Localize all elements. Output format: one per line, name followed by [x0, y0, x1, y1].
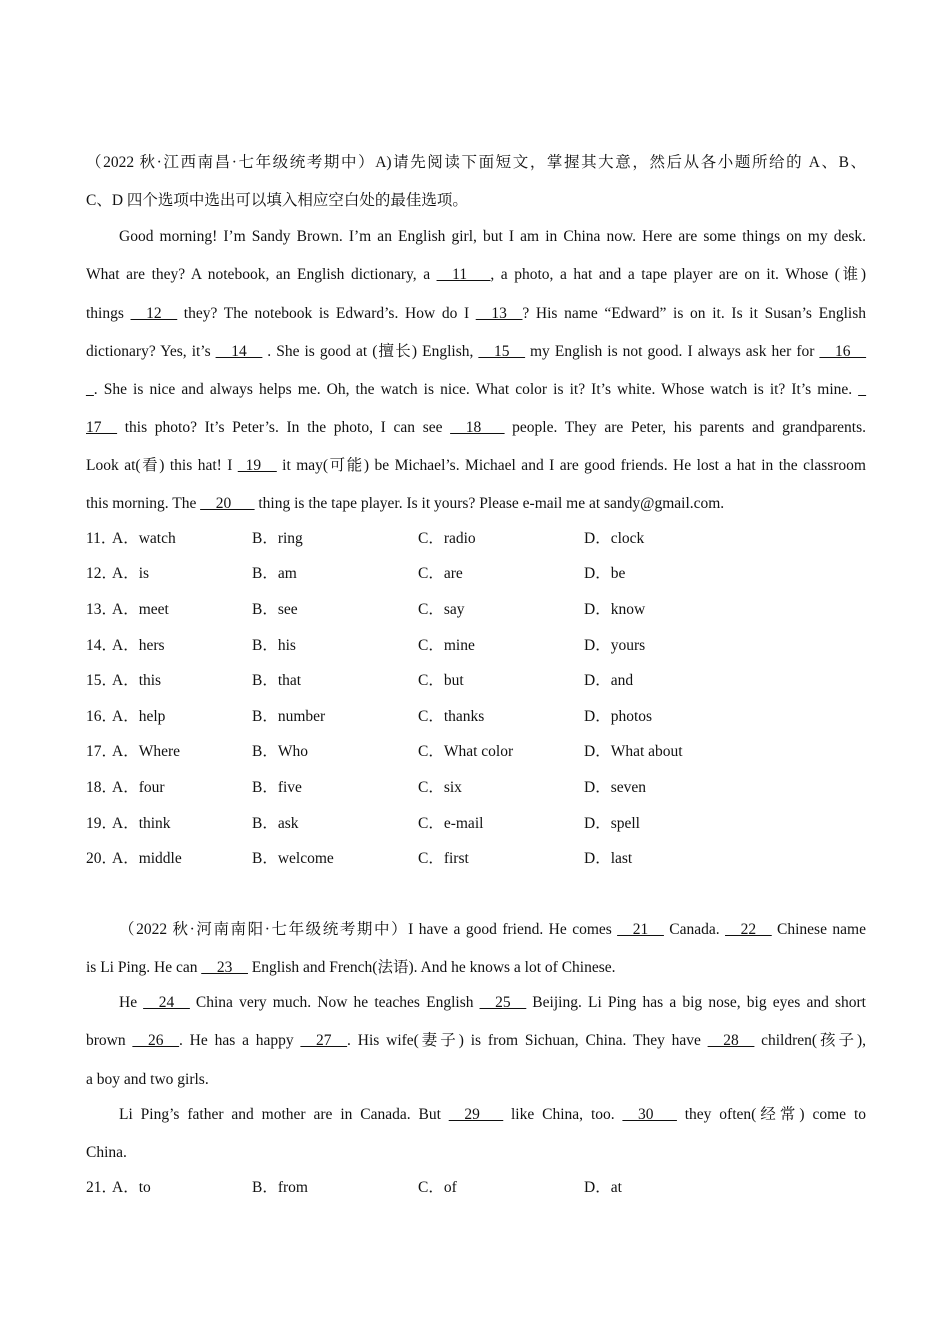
question-row — [86, 529, 866, 549]
passage2-line: China. — [86, 1144, 127, 1161]
option-d[interactable]: D．photos — [584, 708, 653, 725]
blank-27: __27__ — [300, 1032, 348, 1049]
option-a[interactable]: A．hers — [112, 637, 165, 654]
question-row — [86, 671, 866, 691]
passage1-line: dictionary? Yes, it’s __14__ . She is good at (擅长) English, __15__ my English is not good. I always ask her for __16__ — [86, 343, 866, 360]
option-c[interactable]: C．thanks — [418, 708, 485, 725]
blank-22: __22__ — [725, 921, 772, 938]
option-c[interactable]: C．of — [418, 1179, 457, 1196]
blank-17: 17__ — [86, 419, 117, 436]
blank-13: __13__ — [475, 305, 523, 322]
option-a[interactable]: A．meet — [112, 601, 169, 618]
option-b[interactable]: B．am — [252, 565, 297, 582]
question-number: 20． — [86, 850, 118, 867]
question-number: 16． — [86, 708, 118, 725]
option-b[interactable]: B．from — [252, 1179, 308, 1196]
option-a[interactable]: A．help — [112, 708, 166, 725]
blank-16-tail: _ — [86, 381, 94, 398]
section1-intro-line: C、D 四个选项中选出可以填入相应空白处的最佳选项。 — [86, 192, 468, 209]
option-c[interactable]: C．but — [418, 672, 464, 689]
passage2-line: is Li Ping. He can __23__ English and French(法语). And he knows a lot of Chinese. — [86, 959, 616, 976]
option-c[interactable]: C．say — [418, 601, 465, 618]
question-row — [86, 600, 866, 620]
option-d[interactable]: D．last — [584, 850, 633, 867]
option-b[interactable]: B．Who — [252, 743, 308, 760]
question-number: 19． — [86, 815, 118, 832]
question-row — [86, 814, 866, 834]
passage1-line: things __12__ they? The notebook is Edward’s. How do I __13__? His name “Edward” is on it. Is it Susan’s English — [86, 305, 866, 322]
question-number: 13． — [86, 601, 118, 618]
option-b[interactable]: B．five — [252, 779, 302, 796]
option-d[interactable]: D．and — [584, 672, 634, 689]
blank-26: __26__ — [132, 1032, 179, 1049]
option-b[interactable]: B．ask — [252, 815, 299, 832]
blank-21: __21__ — [617, 921, 664, 938]
option-b[interactable]: B．ring — [252, 530, 303, 547]
question-row — [86, 1178, 866, 1198]
blank-16: __16__ — [819, 343, 866, 360]
passage2-line: a boy and two girls. — [86, 1071, 209, 1088]
question-row — [86, 564, 866, 584]
question-row — [86, 636, 866, 656]
question-row — [86, 742, 866, 762]
passage1-line: this morning. The __20___ thing is the tape player. Is it yours? Please e-mail me at sandy@gmail.com. — [86, 495, 725, 512]
option-c[interactable]: C．What color — [418, 743, 514, 760]
question-number: 15． — [86, 672, 118, 689]
blank-15: __15__ — [478, 343, 525, 360]
question-number: 18． — [86, 779, 118, 796]
passage2-line: Li Ping’s father and mother are in Canada. But __29___ like China, too. __30___ they often(经常) come to — [119, 1106, 866, 1123]
option-d[interactable]: D．yours — [584, 637, 646, 654]
passage2-line: brown __26__. He has a happy __27__. His wife(妻子) is from Sichuan, China. They have __28__ children(孩子), — [86, 1032, 867, 1049]
option-c[interactable]: C．six — [418, 779, 462, 796]
option-a[interactable]: A．Where — [112, 743, 180, 760]
passage1-line: What are they? A notebook, an English dictionary, a __11___, a photo, a hat and a tape player are on it. Whose (谁) — [86, 266, 866, 283]
option-a[interactable]: A．to — [112, 1179, 151, 1196]
option-a[interactable]: A．this — [112, 672, 162, 689]
passage1-line: _. She is nice and always helps me. Oh, the watch is nice. What color is it? It’s white. Whose watch is it? It’s mine. _ — [86, 381, 866, 398]
question-number: 17． — [86, 743, 118, 760]
option-d[interactable]: D．What about — [584, 743, 683, 760]
blank-11: __11___ — [436, 266, 491, 283]
option-d[interactable]: D．know — [584, 601, 646, 618]
option-c[interactable]: C．e-mail — [418, 815, 484, 832]
option-d[interactable]: D．be — [584, 565, 626, 582]
question-row — [86, 778, 866, 798]
option-d[interactable]: D．seven — [584, 779, 646, 796]
passage2-line: （2022 秋·河南南阳·七年级统考期中）I have a good friend. He comes __21__ Canada. __22__ Chinese name — [119, 921, 866, 938]
blank-24: __24__ — [143, 994, 190, 1011]
option-b[interactable]: B．that — [252, 672, 302, 689]
option-c[interactable]: C．are — [418, 565, 463, 582]
option-d[interactable]: D．clock — [584, 530, 645, 547]
blank-23: __23__ — [201, 959, 248, 976]
option-b[interactable]: B．number — [252, 708, 326, 725]
option-c[interactable]: C．radio — [418, 530, 476, 547]
blank-12: __12__ — [130, 305, 178, 322]
question-number: 21． — [86, 1179, 118, 1196]
option-a[interactable]: A．is — [112, 565, 150, 582]
option-c[interactable]: C．first — [418, 850, 469, 867]
blank-30: __30___ — [622, 1106, 677, 1123]
option-a[interactable]: A．think — [112, 815, 171, 832]
option-d[interactable]: D．spell — [584, 815, 640, 832]
question-number: 12． — [86, 565, 118, 582]
section1-intro-line: （2022 秋·江西南昌·七年级统考期中）A)请先阅读下面短文，掌握其大意，然后从各小题所给的 A、B、 — [86, 154, 866, 171]
question-row — [86, 707, 866, 727]
question-number: 14． — [86, 637, 118, 654]
option-d[interactable]: D．at — [584, 1179, 622, 1196]
question-row — [86, 849, 866, 869]
passage1-line: Good morning! I’m Sandy Brown. I’m an English girl, but I am in China now. Here are some things on my desk. — [119, 228, 866, 245]
blank-17-start: _ — [858, 381, 866, 398]
blank-18: __18___ — [450, 419, 505, 436]
passage1-line: 17__ this photo? It’s Peter’s. In the photo, I can see __18___ people. They are Peter, his parents and grandparents. — [86, 419, 867, 436]
question-number: 11． — [86, 530, 117, 547]
blank-19: _19__ — [237, 457, 277, 474]
blank-20: __20___ — [200, 495, 255, 512]
blank-14: __14__ — [215, 343, 263, 360]
option-c[interactable]: C．mine — [418, 637, 475, 654]
option-b[interactable]: B．see — [252, 601, 298, 618]
option-a[interactable]: A．four — [112, 779, 165, 796]
blank-29: __29___ — [448, 1106, 504, 1123]
passage2-line: He __24__ China very much. Now he teaches English __25__ Beijing. Li Ping has a big nose, big eyes and short — [119, 994, 866, 1011]
blank-25: __25__ — [479, 994, 527, 1011]
option-a[interactable]: A．middle — [112, 850, 182, 867]
option-b[interactable]: B．welcome — [252, 850, 334, 867]
passage1-line: Look at(看) this hat! I _19__ it may(可能) be Michael’s. Michael and I are good friends. He lost a hat in the classroom — [86, 457, 866, 474]
option-a[interactable]: A．watch — [112, 530, 176, 547]
option-b[interactable]: B．his — [252, 637, 296, 654]
blank-28: __28__ — [707, 1032, 755, 1049]
